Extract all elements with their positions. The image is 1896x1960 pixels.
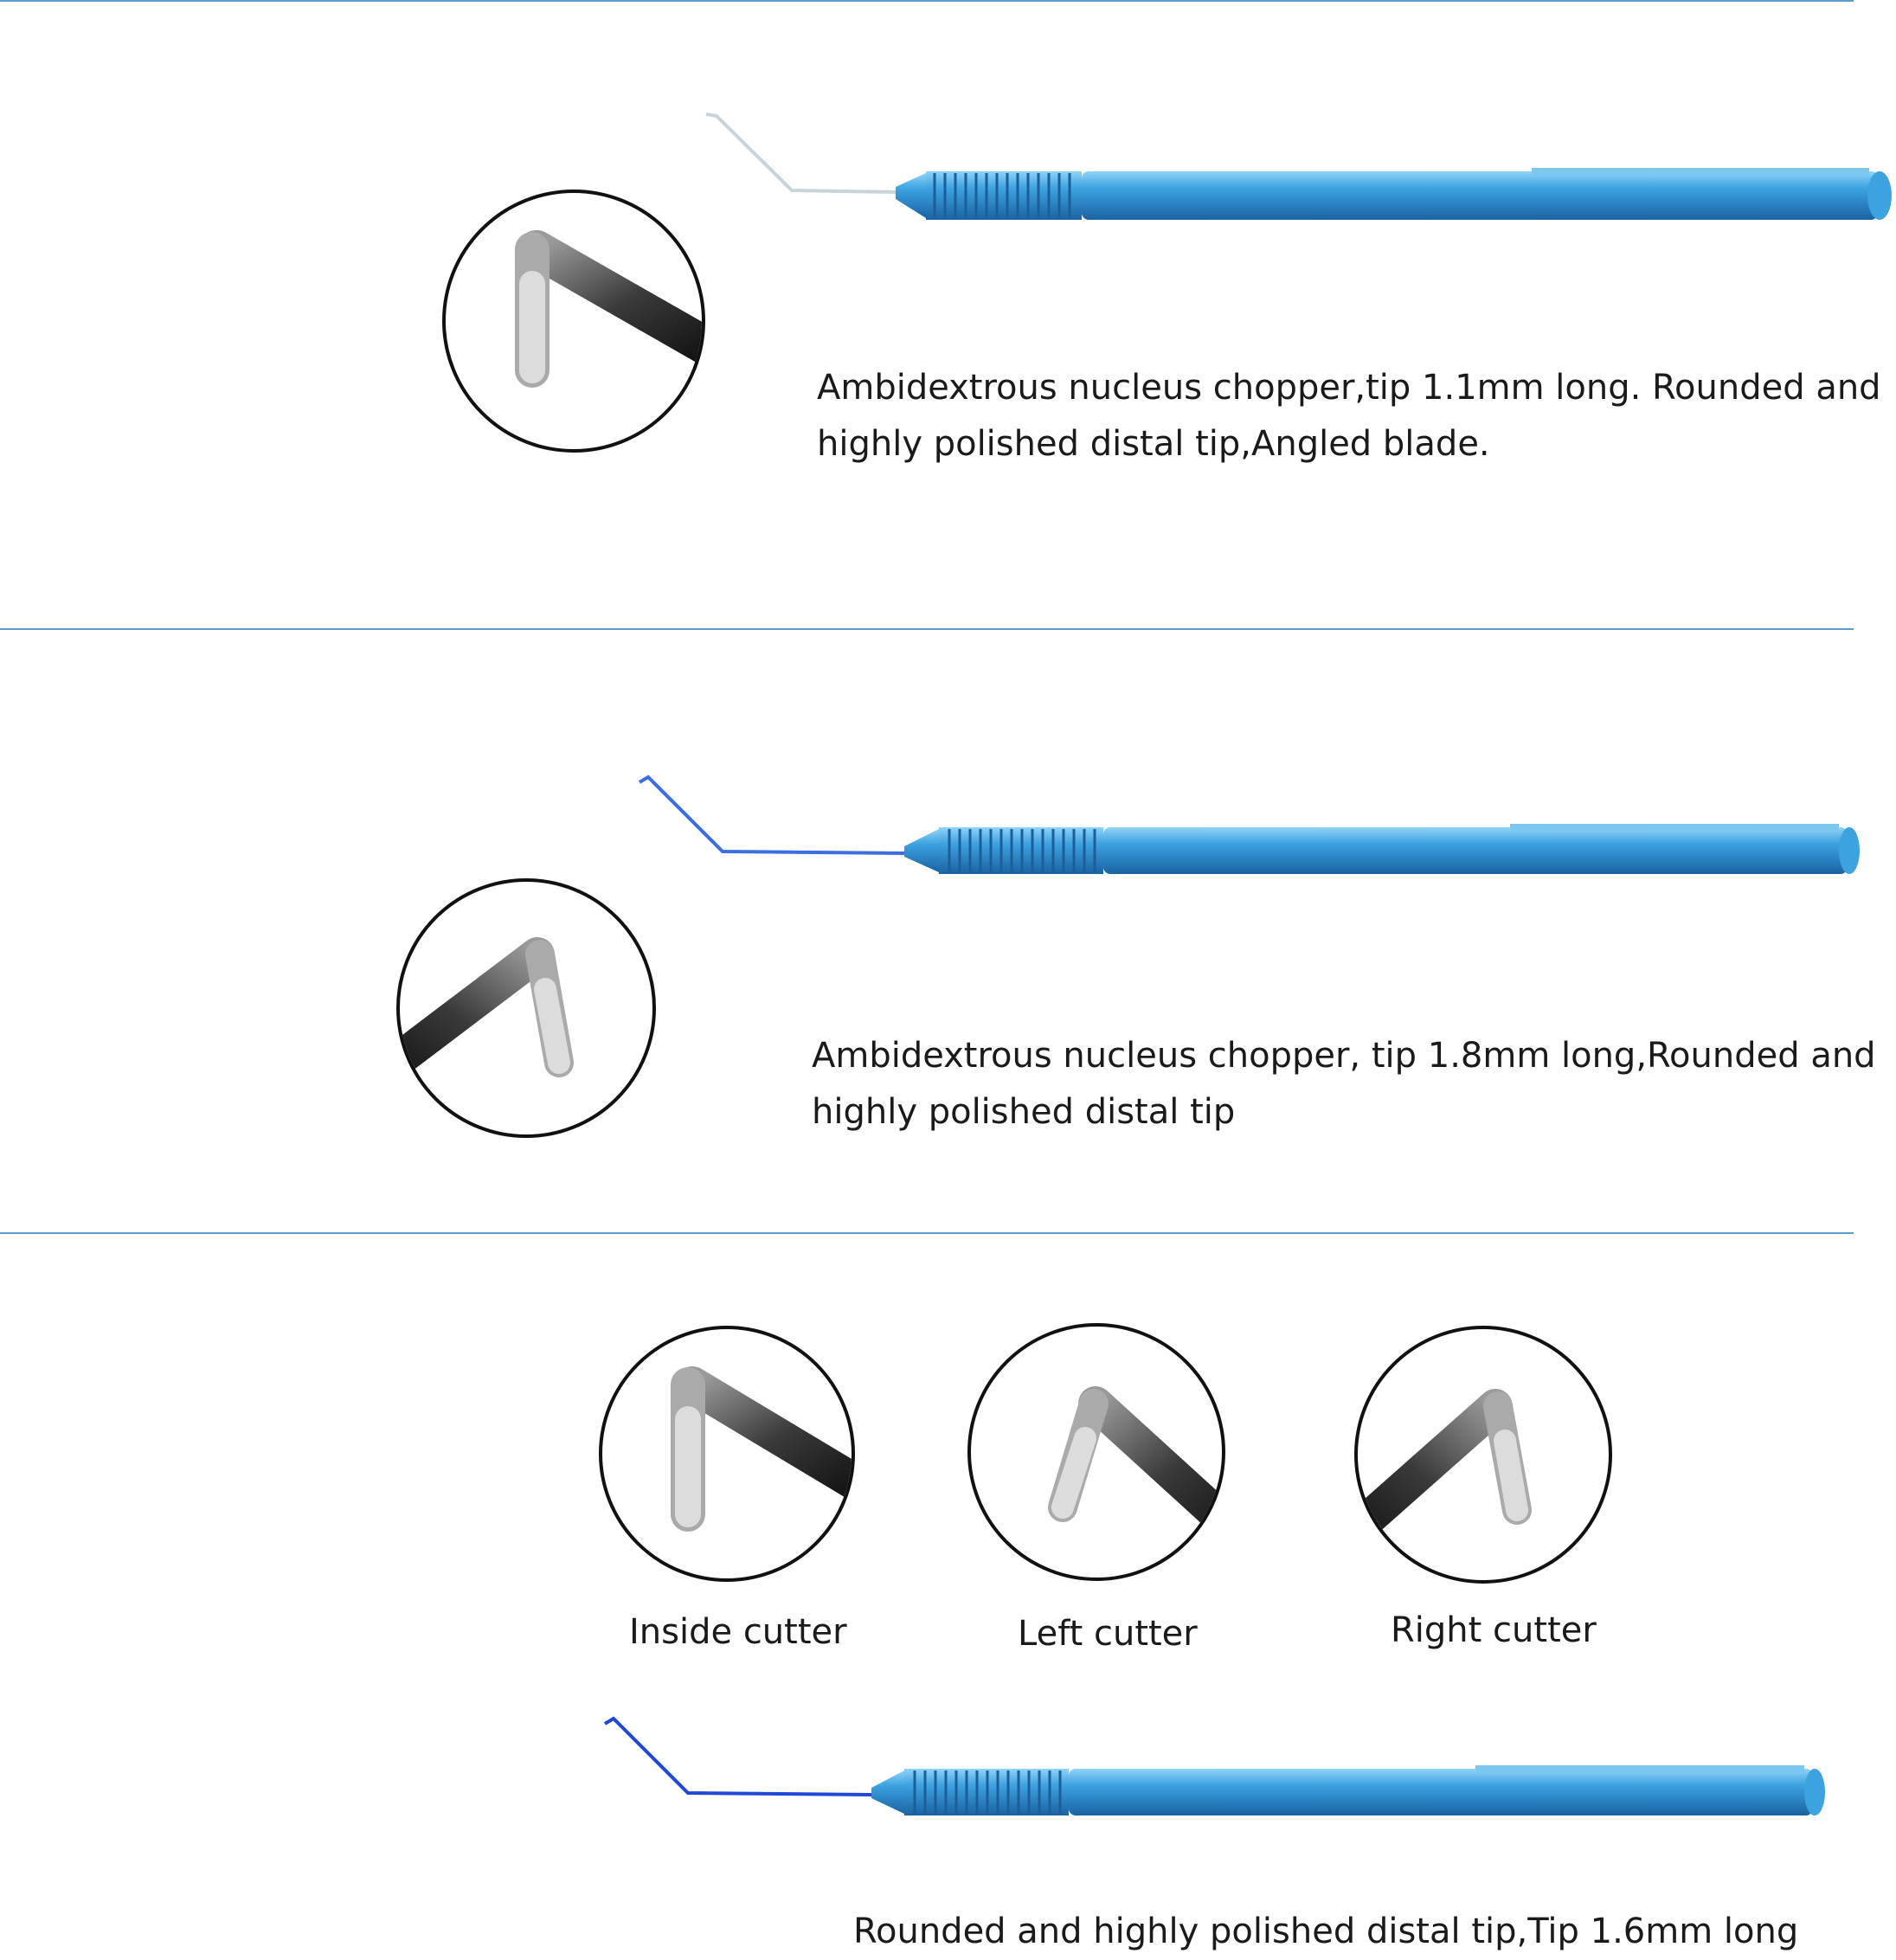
right-cutter-label: Right cutter [1391,1610,1597,1650]
instrument-tip [639,777,904,853]
left-cutter-label: Left cutter [1018,1614,1198,1654]
section-3-caption [853,1904,1798,1960]
tip-magnifier-2 [395,877,658,1140]
section-2-caption [812,1028,1876,1141]
instrument-2-image [636,770,1865,883]
right-cutter-magnifier [1353,1324,1614,1585]
section-1-caption [817,360,1881,472]
caption-line: highly polished distal tip,Angled blade. [817,424,1490,464]
caption-line: Ambidextrous nucleus chopper, tip 1.8mm long,Rounded and [812,1036,1876,1076]
instrument-1-image [692,104,1895,234]
instrument-tip [605,1719,871,1795]
caption-line: highly polished distal tip [812,1092,1236,1132]
instrument-3-image [601,1712,1830,1824]
section-divider-top [0,0,1854,2]
caption-line: Ambidextrous nucleus chopper,tip 1.1mm long. Rounded and [817,368,1881,408]
section-divider-2 [0,1232,1854,1234]
instrument-tip [706,114,896,192]
caption-line: Rounded and highly polished distal tip,Tip 1.6mm long [853,1912,1799,1951]
tip-magnifier-1 [441,189,706,453]
inside-cutter-label: Inside cutter [629,1612,847,1652]
left-cutter-magnifier [966,1321,1227,1583]
inside-cutter-magnifier [597,1324,857,1584]
section-divider-1 [0,628,1854,630]
